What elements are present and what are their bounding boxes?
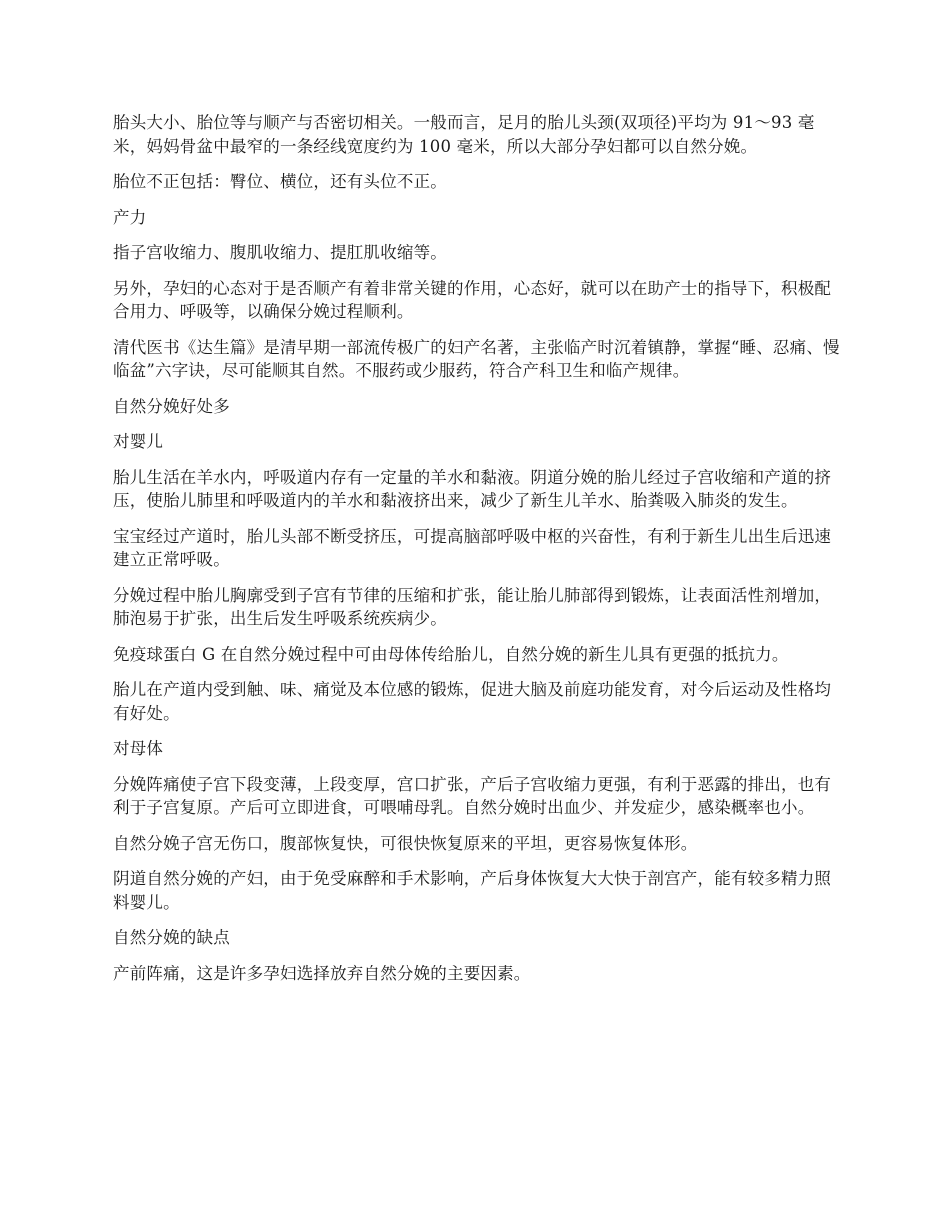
heading-for-mother: 对母体 (113, 739, 164, 758)
heading-natural-birth-drawbacks: 自然分娩的缺点 (113, 928, 230, 947)
paragraph-amniotic-fluid: 胎儿生活在羊水内，呼吸道内存有一定量的羊水和黏液。阴道分娩的胎儿经过子宫收缩和产道的挤压，使胎儿肺里和呼吸道内的羊水和黏液挤出来，减少了新生儿羊水、胎粪吸入肺炎的发生。 (113, 467, 832, 510)
paragraph-body-shape-recovery: 自然分娩子宫无伤口，腹部恢复快，可很快恢复原来的平坦，更容易恢复体形。 (113, 833, 698, 853)
paragraph-mother-mindset: 另外，孕妇的心态对于是否顺产有着非常关键的作用，心态好，就可以在助产士的指导下，积极配合用力、呼吸等，以确保分娩过程顺利。 (113, 278, 832, 321)
paragraph-immunoglobulin: 免疫球蛋白 G 在自然分娩过程中可由母体传给胎儿，自然分娩的新生儿具有更强的抵抗力。 (113, 644, 789, 664)
document-page (113, 111, 843, 997)
paragraph-labor-pain: 产前阵痛，这是许多孕妇选择放弃自然分娩的主要因素。 (113, 963, 531, 983)
paragraph-breathing-center: 宝宝经过产道时，胎儿头部不断受挤压，可提高脑部呼吸中枢的兴奋性，有利于新生儿出生后迅速建立正常呼吸。 (113, 526, 832, 569)
paragraph-sensory-training: 胎儿在产道内受到触、味、痛觉及本位感的锻炼，促进大脑及前庭功能发育，对今后运动及性格均有好处。 (113, 680, 832, 723)
paragraph-contraction-forces: 指子宫收缩力、腹肌收缩力、提肛肌收缩等。 (113, 243, 447, 262)
paragraph-postpartum-recovery: 阴道自然分娩的产妇，由于免受麻醉和手术影响，产后身体恢复大大快于剖宫产，能有较多精力照料婴儿。 (113, 869, 832, 912)
paragraph-uterine-recovery: 分娩阵痛使子宫下段变薄，上段变厚，宫口扩张，产后子宫收缩力更强，有利于恶露的排出，也有利于子宫复原。产后可立即进食，可喂哺母乳。自然分娩时出血少、并发症少，感染概率也小。 (113, 774, 832, 817)
paragraph-abnormal-fetal-position: 胎位不正包括：臀位、横位，还有头位不正。 (113, 172, 447, 191)
paragraph-dasheng-pian: 清代医书《达生篇》是清早期一部流传极广的妇产名著，主张临产时沉着镇静，掌握“睡、忍痛、慢临盆”六字诀，尽可能顺其自然。不服药或少服药，符合产科卫生和临产规律。 (113, 337, 840, 380)
heading-natural-birth-benefits: 自然分娩好处多 (113, 396, 230, 416)
heading-labor-force: 产力 (113, 207, 147, 227)
heading-for-baby: 对婴儿 (113, 432, 164, 451)
paragraph-lung-exercise: 分娩过程中胎儿胸廓受到子宫有节律的压缩和扩张，能让胎儿肺部得到锻炼，让表面活性剂增加，肺泡易于扩张，出生后发生呼吸系统疾病少。 (113, 585, 832, 628)
paragraph-fetal-head-size: 胎头大小、胎位等与顺产与否密切相关。一般而言，足月的胎儿头颈(双项径)平均为 91～93 毫米，妈妈骨盆中最窄的一条经线宽度约为 100 毫米，所以大部分孕妇都可以自然分娩。 (113, 113, 815, 156)
